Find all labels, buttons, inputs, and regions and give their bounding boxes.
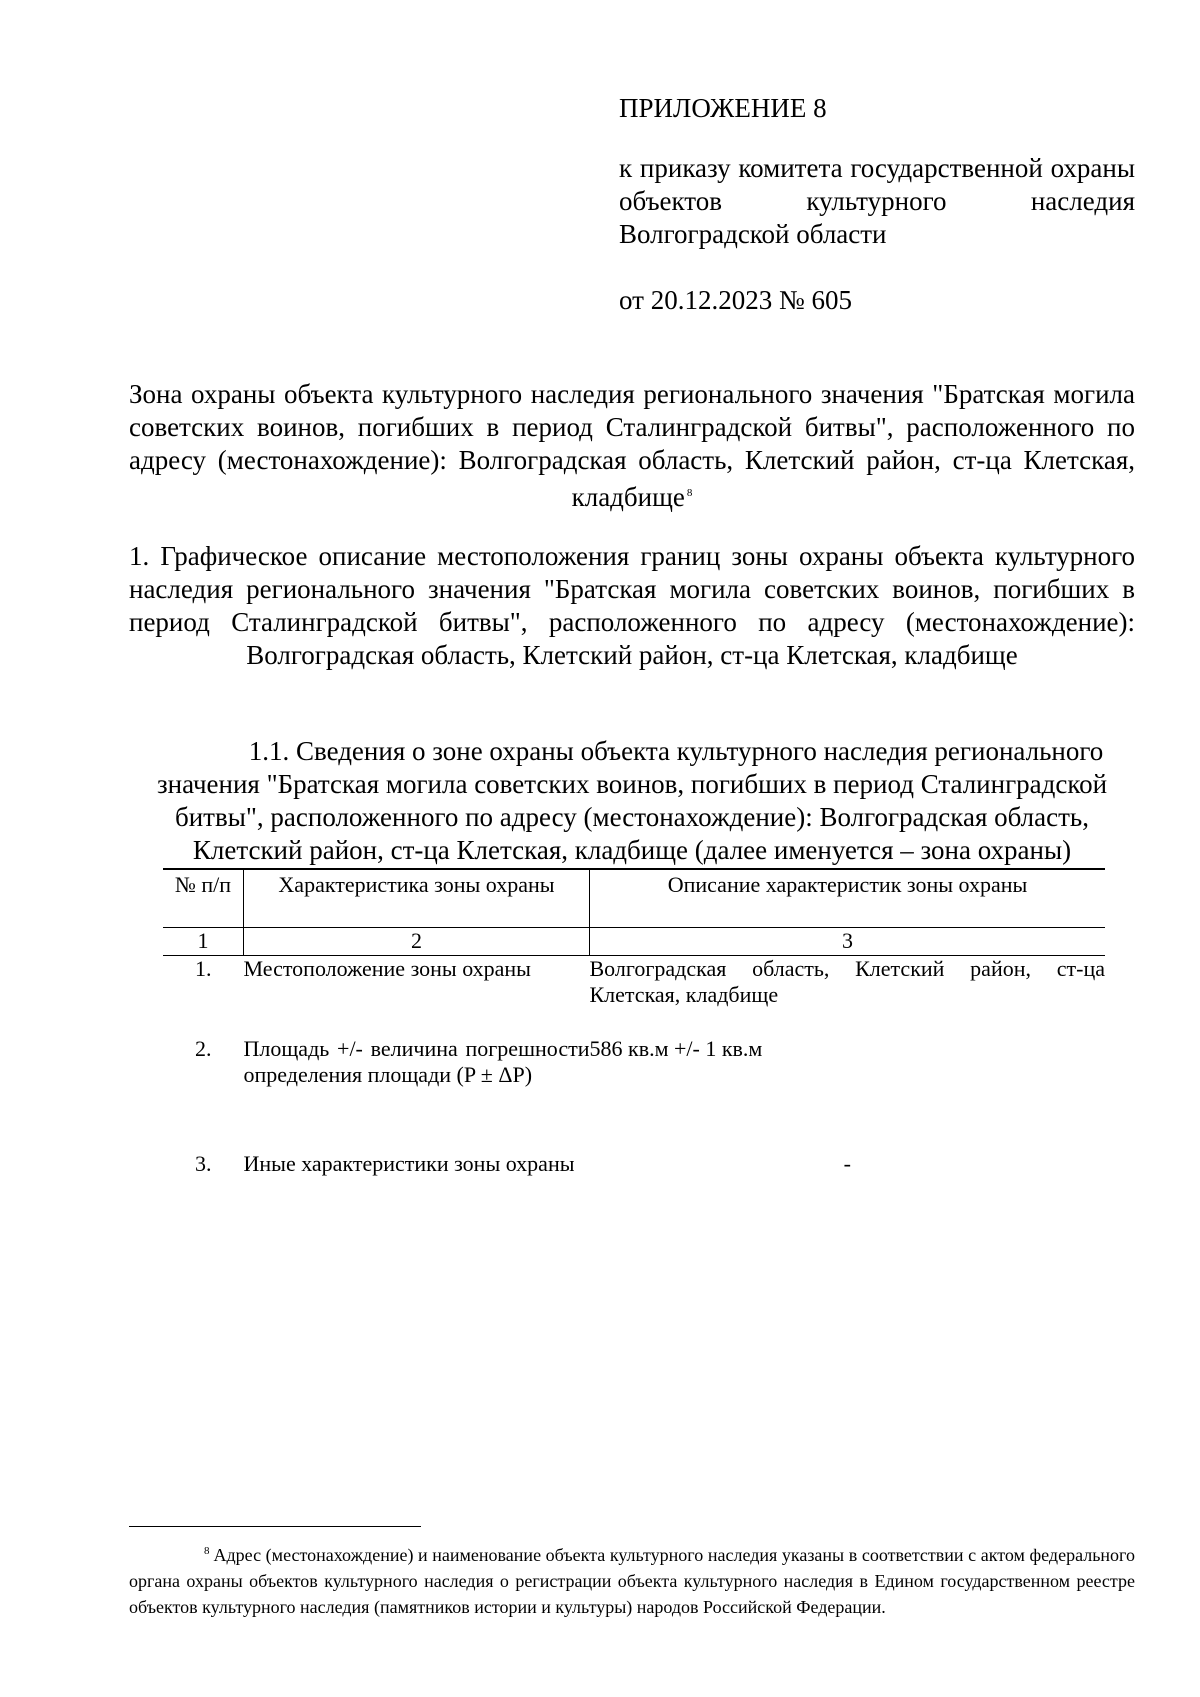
appendix-order-reference: к приказу комитета государственной охраны объектов культурного наследия Волгоградской области [619, 153, 1135, 249]
column-number: 1 [163, 928, 244, 956]
order-date-number: от 20.12.2023 № 605 [619, 285, 852, 315]
row-number: 1. [195, 956, 212, 981]
appendix-title: ПРИЛОЖЕНИЕ 8 [619, 93, 827, 123]
column-number: 2 [244, 928, 590, 956]
footnote-reference: 8 [686, 487, 693, 499]
row-description: Волгоградская область, Клетский район, ст-ца Клетская, кладбище [589, 956, 1105, 1007]
header-description: Описание характеристик зоны охраны [590, 869, 1106, 928]
table-row [163, 1151, 1105, 1221]
section-1-1-heading [129, 735, 1135, 867]
row-characteristic: Местоположение зоны охраны [243, 956, 531, 981]
footnote-separator [129, 1526, 421, 1527]
appendix-header [619, 92, 1135, 317]
table-header-row [163, 869, 1105, 928]
zone-info-table [163, 868, 1105, 1221]
column-number: 3 [590, 928, 1106, 956]
section-1-1-text: 1.1. Сведения о зоне охраны объекта культурного наследия регионального значения "Братская могила советских воинов, погибших в период Сталинградской битвы", расположенного по адресу (местонахождение): Волгоградская область, Клетский район, ст-ца Клетская, кладбище (далее именуется – зона охраны) [156, 736, 1108, 865]
footnote [129, 1538, 1135, 1620]
row-description: 586 кв.м +/- 1 кв.м [589, 1036, 763, 1061]
table-row [163, 1036, 1105, 1151]
row-description: - [843, 1151, 851, 1176]
table-column-number-row [163, 928, 1105, 956]
footnote-marker: 8 [204, 1545, 210, 1557]
zone-title [129, 378, 1135, 514]
row-characteristic: Иные характеристики зоны охраны [243, 1151, 575, 1176]
header-characteristic: Характеристика зоны охраны [244, 869, 590, 928]
zone-title-text: Зона охраны объекта культурного наследия регионального значения "Братская могила советских воинов, погибших в период Сталинградской битвы", расположенного по адресу (местонахождение): Волгоградская область, Клетский район, ст-ца Клетская, кладбище [129, 379, 1135, 512]
section-1-heading: 1. Графическое описание местоположения границ зоны охраны объекта культурного наследия регионального значения "Братская могила советских воинов, погибших в период Сталинградской битвы", расположенного по адресу (местонахождение): Волгоградская область, Клетский район, ст-ца Клетская, кладбище [129, 541, 1135, 670]
row-number: 2. [195, 1036, 212, 1061]
row-number: 3. [195, 1151, 212, 1176]
table-row [163, 956, 1105, 1037]
row-characteristic: Площадь +/- величина погрешности определения площади (P ± ΔP) [243, 1036, 590, 1087]
footnote-text: Адрес (местонахождение) и наименование объекта культурного наследия указаны в соответствии с актом федерального органа охраны объектов культурного наследия о регистрации объекта культурного наследия в Едином государственном реестре объектов культурного наследия (памятников истории и культуры) народов Российской Федерации. [129, 1545, 1135, 1617]
header-number: № п/п [163, 869, 244, 928]
